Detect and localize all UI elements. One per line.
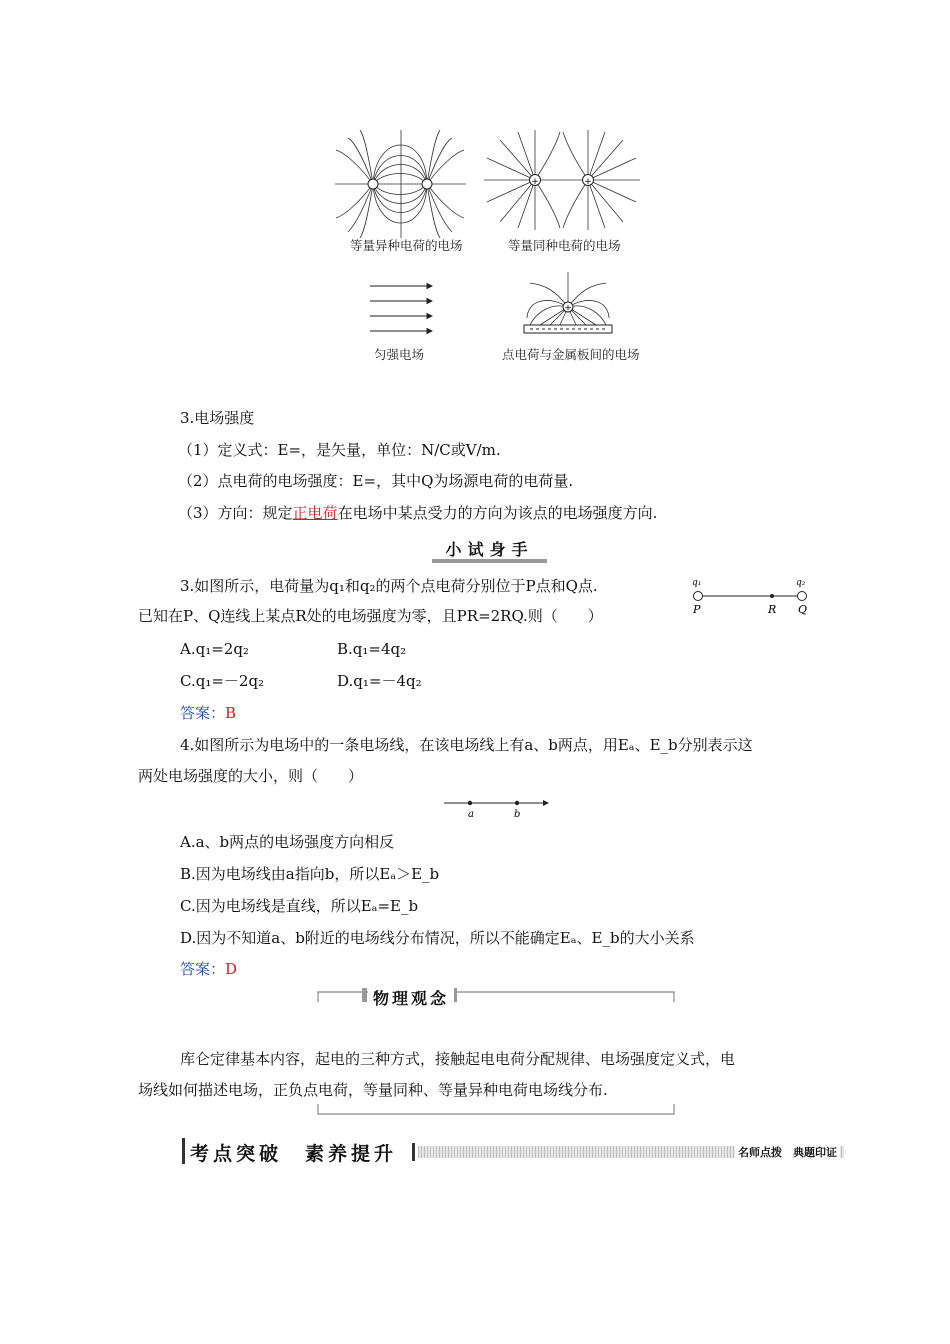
label-q2: q₂ — [796, 578, 806, 588]
concept-line1: 库仑定律基本内容，起电的三种方式，接触起电电荷分配规律、电场强度定义式，电 — [180, 1050, 736, 1068]
practice-banner — [432, 537, 547, 563]
q3-stem-line1: 3.如图所示，电荷量为q₁和q₂的两个点电荷分别位于P点和Q点. — [180, 577, 598, 595]
label-R: R — [768, 603, 777, 616]
q4-option-d: D.因为不知道a、b附近的电场线分布情况，所以不能确定Eₐ、E_b的大小关系 — [180, 929, 695, 947]
practice-banner-title: 小试身手 — [445, 540, 534, 559]
point-charge-line: （2）点电荷的电场强度：E=，其中Q为场源电荷的电荷量. — [178, 472, 574, 490]
q3-answer — [180, 703, 236, 723]
answer-value: B — [225, 704, 237, 722]
q3-figure — [688, 574, 818, 620]
label-q1: q₁ — [692, 578, 702, 588]
unlike-charges-diagram — [335, 130, 466, 238]
label-a: a — [468, 809, 474, 820]
section-title: 考点突破 素养提升 — [190, 1143, 398, 1165]
field-line-figures — [0, 0, 950, 380]
concept-box-title: 物理观念 — [368, 986, 454, 1009]
label-b: b — [514, 809, 521, 820]
caption-plate-field: 点电荷与金属板间的电场 — [502, 347, 640, 362]
q4-stem-line1: 4.如图所示为电场中的一条电场线，在该电场线上有a、b两点，用Eₐ、E_b分别表示这 — [180, 736, 753, 754]
bar-separator — [412, 1143, 415, 1161]
q4-option-a: A.a、b两点的电场强度方向相反 — [180, 833, 395, 851]
caption-uniform-field: 匀强电场 — [374, 347, 425, 362]
label-Q: Q — [798, 603, 808, 616]
q3-stem-line2: 已知在P、Q连线上某点R处的电场强度为零，且PR=2RQ.则（ ） — [138, 607, 603, 625]
definition-line: （1）定义式：E=，是矢量，单位：N/C或V/m. — [178, 441, 501, 459]
highlight-term: 正电荷 — [292, 504, 338, 522]
direction-line — [178, 503, 657, 523]
q4-option-c: C.因为电场线是直线，所以Eₐ=E_b — [180, 897, 419, 915]
q4-option-b: B.因为电场线由a指向b，所以Eₐ＞E_b — [180, 865, 440, 883]
q4-stem-line2: 两处电场强度的大小，则（ ） — [138, 767, 364, 785]
section-header-bar — [182, 1138, 844, 1164]
answer-label: 答案： — [180, 960, 226, 978]
plate-field-diagram — [527, 272, 609, 325]
uniform-field-diagram — [370, 286, 432, 331]
q3-option-a: A.q₁=2q₂ — [180, 640, 249, 658]
answer-value: D — [225, 960, 238, 978]
q4-figure — [440, 795, 555, 823]
q3-option-c: C.q₁=－2q₂ — [180, 672, 265, 690]
q3-option-d: D.q₁=－4q₂ — [337, 672, 422, 690]
answer-label: 答案： — [180, 704, 226, 722]
plus-sign: + — [564, 303, 572, 314]
caption-unlike-charges: 等量异种电荷的电场 — [350, 238, 463, 253]
direction-suffix: 在电场中某点受力的方向为该点的电场强度方向. — [337, 504, 658, 522]
q4-answer — [180, 959, 237, 979]
section-right-label: 名师点拨 典题印证 — [735, 1144, 840, 1160]
direction-prefix: （3）方向：规定 — [178, 504, 293, 522]
q3-option-b: B.q₁=4q₂ — [337, 640, 407, 658]
plus-sign: + — [531, 177, 539, 187]
concept-line2: 场线如何描述电场，正负点电荷，等量同种、等量异种电荷电场线分布. — [138, 1081, 608, 1099]
like-charges-diagram — [484, 130, 640, 230]
caption-like-charges: 等量同种电荷的电场 — [508, 238, 621, 253]
label-P: P — [693, 603, 701, 616]
bar-left-edge — [182, 1138, 185, 1164]
plus-sign: + — [584, 177, 592, 187]
banner-underline — [432, 559, 547, 563]
section-heading: 3.电场强度 — [180, 409, 255, 427]
